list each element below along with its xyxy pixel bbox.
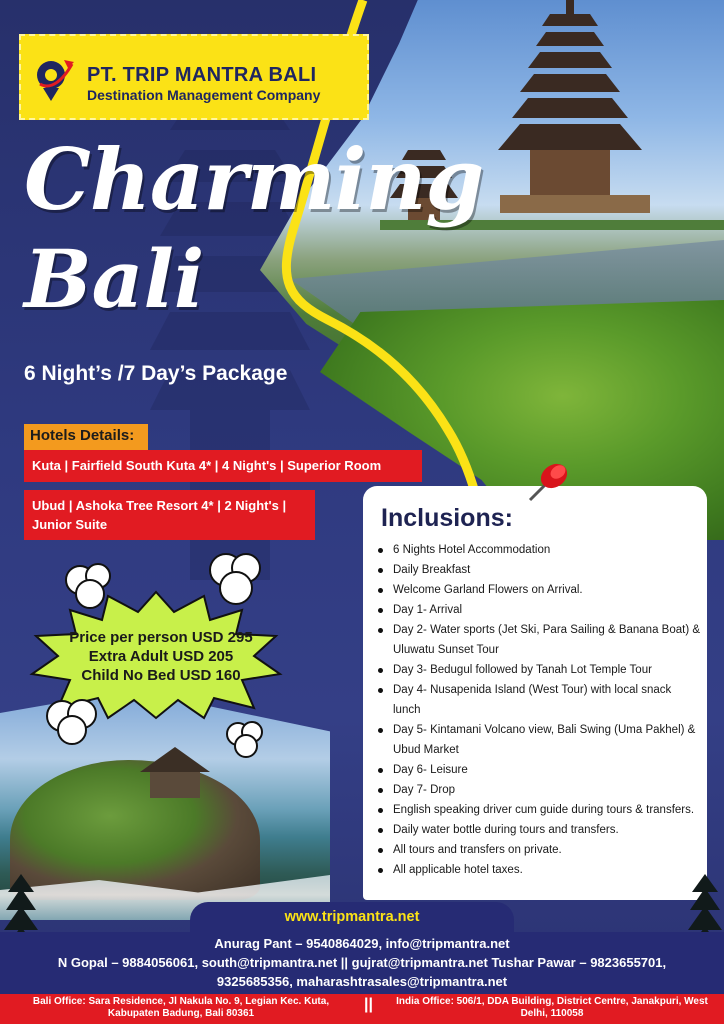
hotels-heading: Hotels Details:	[24, 424, 148, 450]
price-block	[56, 628, 266, 685]
headline-bali: Bali	[24, 232, 205, 326]
headline-charming: Charming	[24, 130, 484, 229]
company-logo-banner	[19, 34, 369, 120]
hotel-row-ubud: Ubud | Ashoka Tree Resort 4* | 2 Night's | Junior Suite	[24, 490, 315, 540]
list-item: 6 Nights Hotel Accommodation	[375, 540, 701, 560]
website-link[interactable]: www.tripmantra.net	[190, 902, 514, 932]
contact-maharashtra: 9325685356, maharashtrasales@tripmantra.net	[216, 974, 508, 989]
smoke-puff-icon	[222, 716, 268, 760]
list-item: Day 4- Nusapenida Island (West Tour) with local snack lunch	[375, 680, 701, 720]
list-item: Day 2- Water sports (Jet Ski, Para Sailing & Banana Boat) & Uluwatu Sunset Tour	[375, 620, 701, 660]
inclusions-heading: Inclusions:	[381, 504, 513, 532]
smoke-puff-icon	[40, 692, 106, 750]
smoke-puff-icon	[204, 548, 270, 610]
list-item: Day 5- Kintamani Volcano view, Bali Swing (Uma Pakhel) & Ubud Market	[375, 720, 701, 760]
price-extra-adult: Extra Adult USD 205	[88, 648, 234, 665]
india-office-address: India Office: 506/1, DDA Building, District Centre, Janakpuri, West Delhi, 110058	[396, 996, 708, 1019]
price-per-person: Price per person USD 295	[69, 629, 253, 646]
list-item: All applicable hotel taxes.	[375, 860, 701, 880]
list-item: Daily water bottle during tours and transfers.	[375, 820, 701, 840]
location-pin-plane-logo-icon	[34, 58, 74, 102]
list-item: Welcome Garland Flowers on Arrival.	[375, 580, 701, 600]
list-item: Day 7- Drop	[375, 780, 701, 800]
tanah-lot-temple-roof	[130, 742, 220, 802]
push-pin-icon	[516, 454, 576, 514]
contact-gopal-tushar: N Gopal – 9884056061, south@tripmantra.net || gujrat@tripmantra.net Tushar Pawar – 9823655701,	[57, 955, 667, 970]
package-duration: 6 Night’s /7 Day’s Package	[24, 362, 288, 385]
list-item: All tours and transfers on private.	[375, 840, 701, 860]
price-child-no-bed: Child No Bed USD 160	[81, 667, 241, 684]
contact-anurag: Anurag Pant – 9540864029, info@tripmantra.net	[214, 936, 510, 951]
list-item: Day 3- Bedugul followed by Tanah Lot Temple Tour	[375, 660, 701, 680]
inclusions-card	[363, 486, 707, 900]
list-item: Daily Breakfast	[375, 560, 701, 580]
list-item: Day 1- Arrival	[375, 600, 701, 620]
hotel-row-kuta: Kuta | Fairfield South Kuta 4* | 4 Night's | Superior Room	[24, 450, 422, 482]
list-item: English speaking driver cum guide during tours & transfers.	[375, 800, 701, 820]
company-name: PT. TRIP MANTRA BALI	[87, 64, 317, 86]
company-tagline: Destination Management Company	[87, 87, 321, 103]
smoke-puff-icon	[60, 560, 120, 614]
office-separator: ||	[364, 996, 373, 1013]
bali-office-address: Bali Office: Sara Residence, Jl Nakula No. 9, Legian Kec. Kuta, Kabupaten Badung, Bali 80361	[32, 996, 330, 1019]
list-item: Day 6- Leisure	[375, 760, 701, 780]
inclusions-list	[375, 540, 701, 880]
